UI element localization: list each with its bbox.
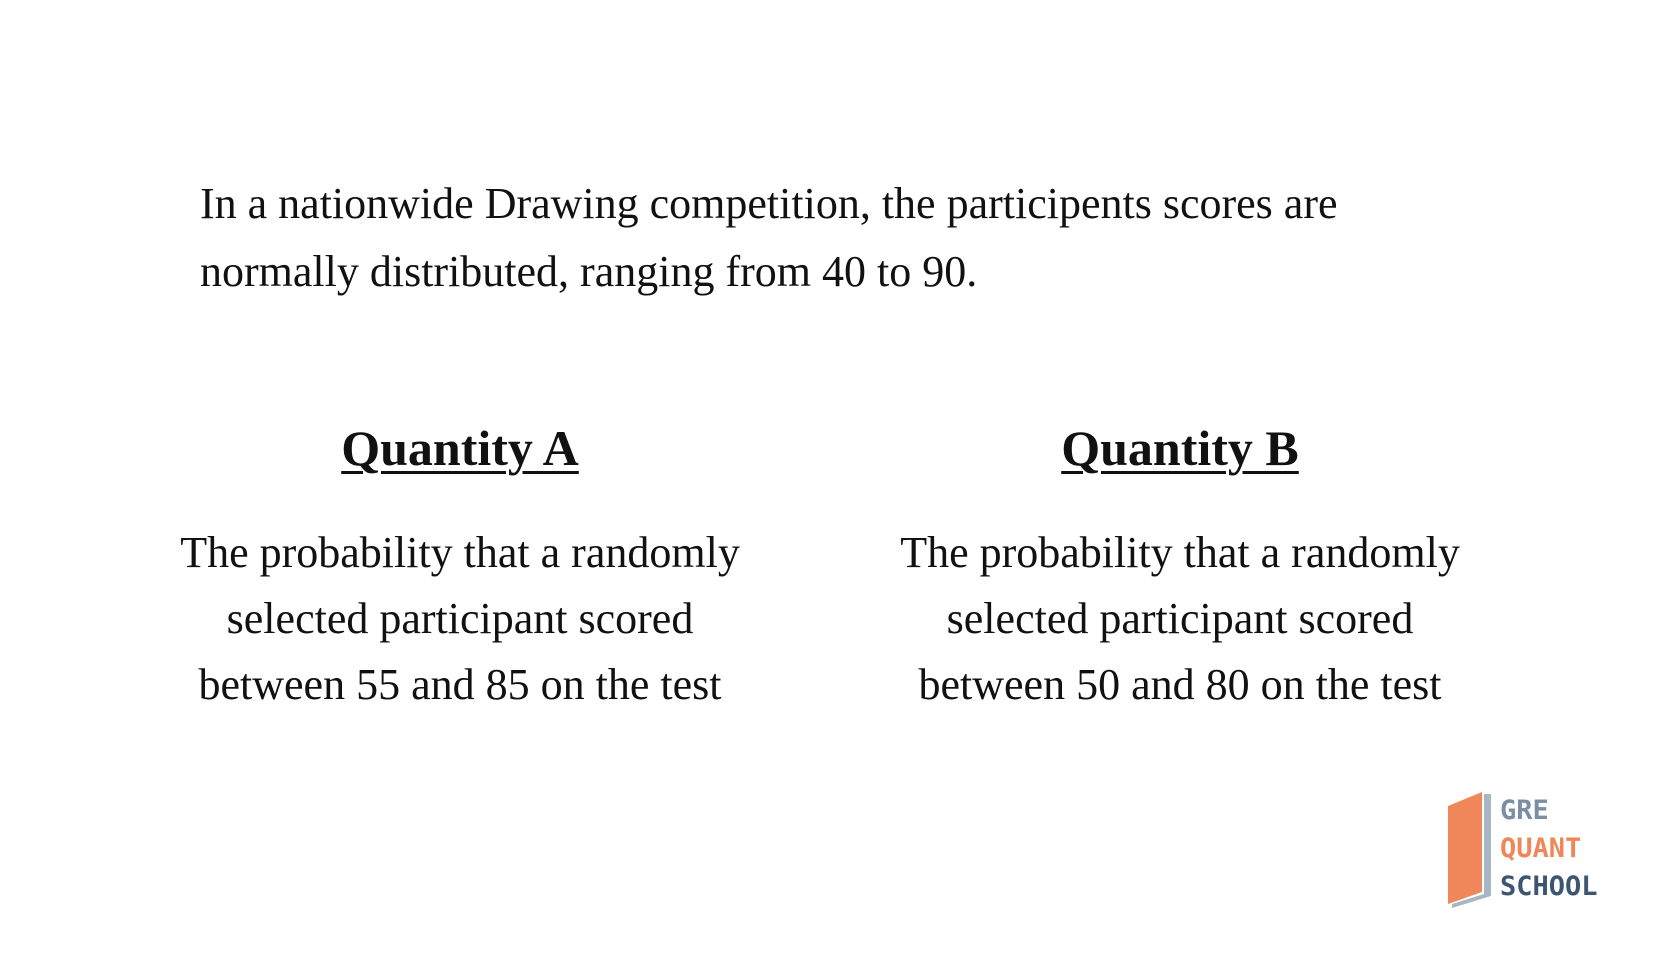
logo-gre-text: GRE (1500, 795, 1549, 826)
quantity-b-column (860, 418, 1500, 718)
stem-line-1: In a nationwide Drawing competition, the participents scores are (200, 179, 1338, 228)
gre-quant-school-logo (1444, 792, 1614, 908)
quantity-b-text (860, 520, 1500, 718)
quantity-a-line-3: between 55 and 85 on the test (198, 660, 722, 709)
quantity-a-text (140, 520, 780, 718)
quantity-b-title: Quantity B (1061, 420, 1299, 476)
quantity-a-title: Quantity A (341, 420, 579, 476)
quantity-b-line-3: between 50 and 80 on the test (918, 660, 1442, 709)
logo-wordmark (1500, 792, 1598, 906)
logo-school-text: SCHOOL (1500, 871, 1598, 902)
logo-quant-text: QUANT (1500, 833, 1582, 864)
quantity-a-line-2: selected participant scored (226, 594, 694, 643)
quantity-a-column (140, 418, 780, 718)
book-logo-icon (1444, 792, 1498, 908)
quantity-b-line-2: selected participant scored (946, 594, 1414, 643)
question-stem (200, 170, 1480, 306)
stem-line-2: normally distributed, ranging from 40 to 90. (200, 247, 978, 296)
quantity-a-line-1: The probability that a randomly (180, 528, 740, 577)
quantity-b-line-1: The probability that a randomly (900, 528, 1460, 577)
